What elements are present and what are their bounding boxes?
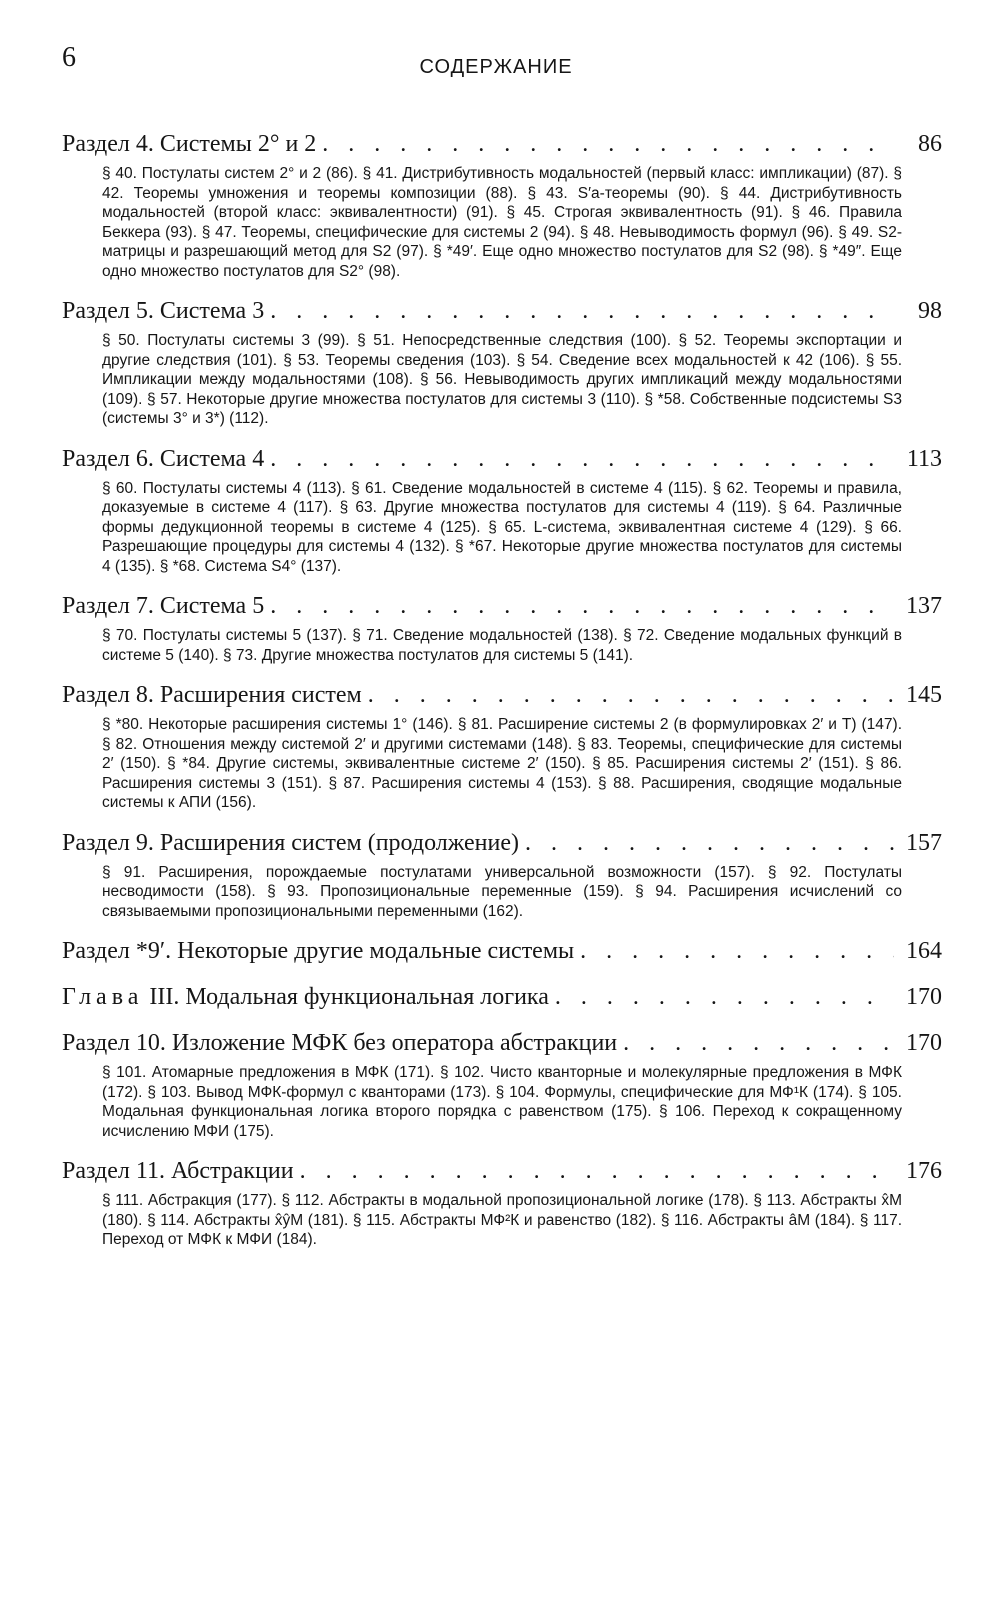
toc-entry [62, 827, 942, 922]
toc-entry-title: Раздел 6. Система 4 [62, 445, 265, 472]
toc-entry [62, 1027, 942, 1141]
toc-entry [62, 1155, 942, 1250]
toc-entry-heading [62, 1027, 942, 1059]
toc-entry-heading [62, 295, 942, 327]
toc-entry-heading [62, 590, 942, 622]
toc-entry-page: 145 [906, 682, 942, 708]
toc-entry-subsections: § 60. Постулаты системы 4 (113). § 61. Сведение модальностей в системе 4 (115). § 62. Теоремы и правила, доказуемые в системе 4 (117). § 63. Другие множества постулатов для системы 4 (119). § 64. Различные формы дедукционной теоремы в системе 4 (125). § 65. L-система, эквивалентная системе 4 (129). § 66. Разрешающие процедуры для системы 4 (132). § *67. Некоторые другие множества постулатов для системы 4 (135). § *68. Система S4° (137). [102, 479, 902, 575]
toc-entry-page: 170 [906, 984, 942, 1010]
toc-entry [62, 981, 942, 1013]
toc-entry-subsections: § 101. Атомарные предложения в МФК (171). § 102. Чисто кванторные и молекулярные предложения в МФК (172). § 103. Вывод МФК-формул с кванторами (173). § 104. Формулы, специфические для МФ¹К (174). § 105. Модальная функциональная логика второго порядка с равенством (175). § 106. Переход к сокращенному исчислению МФИ (175). [102, 1064, 902, 1140]
toc-entry-page: 170 [906, 1030, 942, 1056]
dot-leader [264, 295, 894, 327]
toc-entry [62, 590, 942, 665]
toc-entry-heading [62, 443, 942, 475]
toc-entry-page: 176 [906, 1158, 942, 1184]
toc-entry-page: 98 [918, 298, 942, 324]
dot-leader [264, 443, 894, 475]
toc-entry-title: Раздел 4. Системы 2° и 2 [62, 131, 317, 157]
toc-entry-title [62, 981, 549, 1013]
toc-entry-subsections: § 70. Постулаты системы 5 (137). § 71. Сведение модальностей (138). § 72. Сведение модальных функций в системе 5 (140). § 73. Другие множества постулатов для системы 5 (141). [102, 627, 902, 664]
toc-entry-title: Раздел 5. Система 3 [62, 298, 265, 324]
dot-leader [519, 827, 894, 859]
toc-entry-heading [62, 679, 942, 711]
toc-entry [62, 679, 942, 813]
toc-entry-title: Раздел 9. Расширения систем (продолжение) [62, 829, 519, 856]
toc-entry-title: Раздел *9′. Некоторые другие модальные системы [62, 938, 575, 964]
dot-leader [294, 1155, 894, 1187]
toc-entry-subsections: § 40. Постулаты систем 2° и 2 (86). § 41. Дистрибутивность модальностей (первый класс: импликации) (87). § 42. Теоремы умножения и теоремы композиции (88). § 43. S′a-теоремы (90). § 44. Дистрибутивность модальностей (второй класс: эквивалентности) (91). § 45. Строгая эквивалентность (91). § 46. Правила Беккера (93). § 47. Теоремы, специфические для системы 2 (94). § 48. Невыводимость формул (96). § 49. S2-матрицы и разрешающий метод для S2 (97). § *49′. Еще одно множество постулатов для S2 (98). § *49″. Еще одно множество постулатов для S2° (98). [102, 165, 902, 280]
toc-entry-subsections: § 111. Абстракция (177). § 112. Абстракты в модальной пропозициональной логике (178). § 113. Абстракты x̂M (180). § 114. Абстракты x̂ŷM (181). § 115. Абстракты МФ²К и равенство (182). § 116. Абстракты âM (184). § 117. Переход от МФК к МФИ (184). [102, 1192, 902, 1248]
chapter-prefix: Глава [62, 984, 144, 1010]
toc-entry-page: 86 [918, 131, 942, 157]
dot-leader [316, 128, 894, 160]
toc-entry [62, 935, 942, 967]
toc-entry-page: 137 [906, 593, 942, 619]
toc-entry-heading [62, 981, 942, 1013]
page-number: 6 [62, 42, 76, 73]
toc-entry-title: Раздел 10. Изложение МФК без оператора абстракции [62, 1030, 618, 1056]
table-of-contents [62, 128, 942, 1264]
toc-entry-title: Раздел 8. Расширения систем [62, 682, 362, 708]
dot-leader [617, 1027, 894, 1059]
toc-entry-page: 157 [906, 829, 942, 856]
toc-entry-subsections: § 91. Расширения, порождаемые постулатами универсальной возможности (157). § 92. Постулаты несводимости (158). § 93. Пропозициональные переменные (159). § 94. Расширения исчислений со связываемыми пропозициональными переменными (162). [102, 863, 902, 920]
toc-entry-heading [62, 827, 942, 859]
toc-entry-page: 164 [906, 938, 942, 964]
toc-entry-page: 113 [906, 445, 942, 472]
dot-leader [549, 981, 894, 1013]
dot-leader [574, 935, 894, 967]
toc-entry-subsections: § 50. Постулаты системы 3 (99). § 51. Непосредственные следствия (100). § 52. Теоремы экспортации и другие следствия (101). § 53. Теоремы сведения (103). § 54. Сведение всех модальностей к 42 (106). § 55. Импликации между модальностями (108). § 56. Невыводимость других импликаций между модальностями (109). § 57. Некоторые другие множества постулатов для системы 3 (110). § *58. Собственные подсистемы S3 (системы 3° и 3*) (112). [102, 332, 902, 427]
toc-entry [62, 295, 942, 429]
toc-entry-heading [62, 128, 942, 160]
toc-entry-heading [62, 1155, 942, 1187]
dot-leader [362, 679, 894, 711]
toc-entry-title: Раздел 7. Система 5 [62, 593, 265, 619]
dot-leader [264, 590, 894, 622]
toc-entry-subsections: § *80. Некоторые расширения системы 1° (146). § 81. Расширение системы 2 (в формулировках 2′ и T) (147). § 82. Отношения между системой 2′ и другими системами (148). § 83. Теоремы, специфические для системы 2′ (150). § *84. Другие системы, эквивалентные системе 2′ (150). § 85. Расширения системы 2′ (151). § 86. Расширения системы 3 (151). § 87. Расширения системы 4 (153). § 88. Расширения, сводящие модальные системы к АПИ (156). [102, 716, 902, 811]
toc-entry-title: Раздел 11. Абстракции [62, 1158, 294, 1184]
toc-entry [62, 443, 942, 577]
toc-entry-heading [62, 935, 942, 967]
toc-entry [62, 128, 942, 281]
running-head: СОДЕРЖАНИЕ [419, 56, 573, 78]
chapter-title: III. Модальная функциональная логика [149, 984, 549, 1010]
